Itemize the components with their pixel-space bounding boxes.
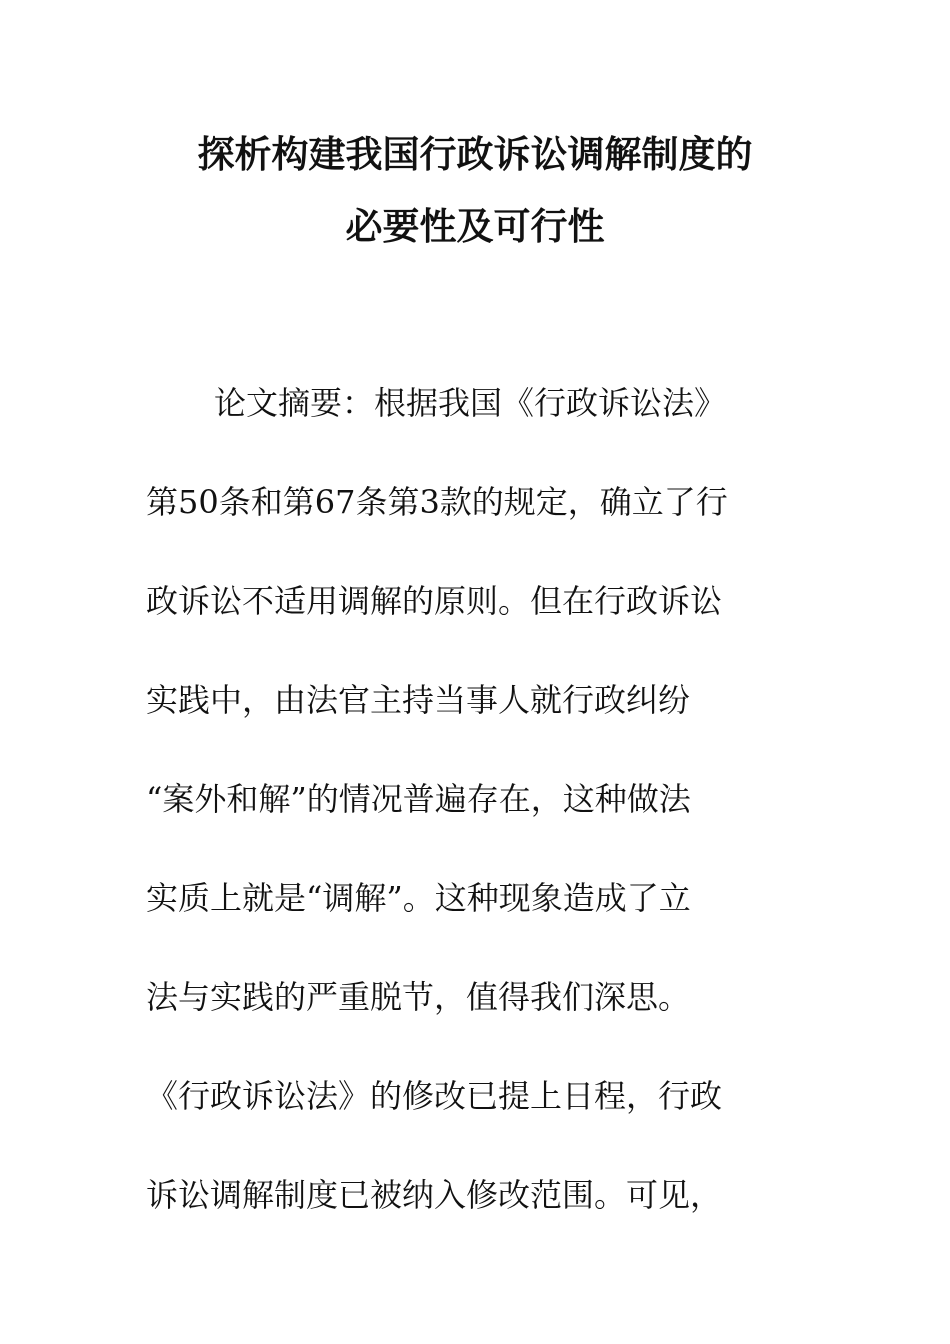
abstract-line-8: 《行政诉讼法》的修改已提上日程，行政 — [146, 1077, 723, 1115]
abstract-line-1: 论文摘要：根据我国《行政诉讼法》 — [214, 384, 727, 422]
abstract-line-3: 政诉讼不适用调解的原则。但在行政诉讼 — [146, 582, 723, 620]
document-title-line-2: 必要性及可行性 — [345, 205, 605, 248]
abstract-line-5: “案外和解”的情况普遍存在，这种做法 — [146, 780, 691, 818]
abstract-line-4: 实践中，由法官主持当事人就行政纠纷 — [146, 681, 691, 719]
abstract-line-2: 第50条和第67条第3款的规定，确立了行 — [146, 483, 728, 521]
abstract-line-7: 法与实践的严重脱节，值得我们深思。 — [146, 978, 691, 1016]
abstract-line-9: 诉讼调解制度已被纳入修改范围。可见， — [146, 1176, 723, 1214]
abstract-line-6: 实质上就是“调解”。这种现象造成了立 — [146, 879, 691, 917]
document-title-line-1: 探析构建我国行政诉讼调解制度的 — [197, 133, 753, 176]
